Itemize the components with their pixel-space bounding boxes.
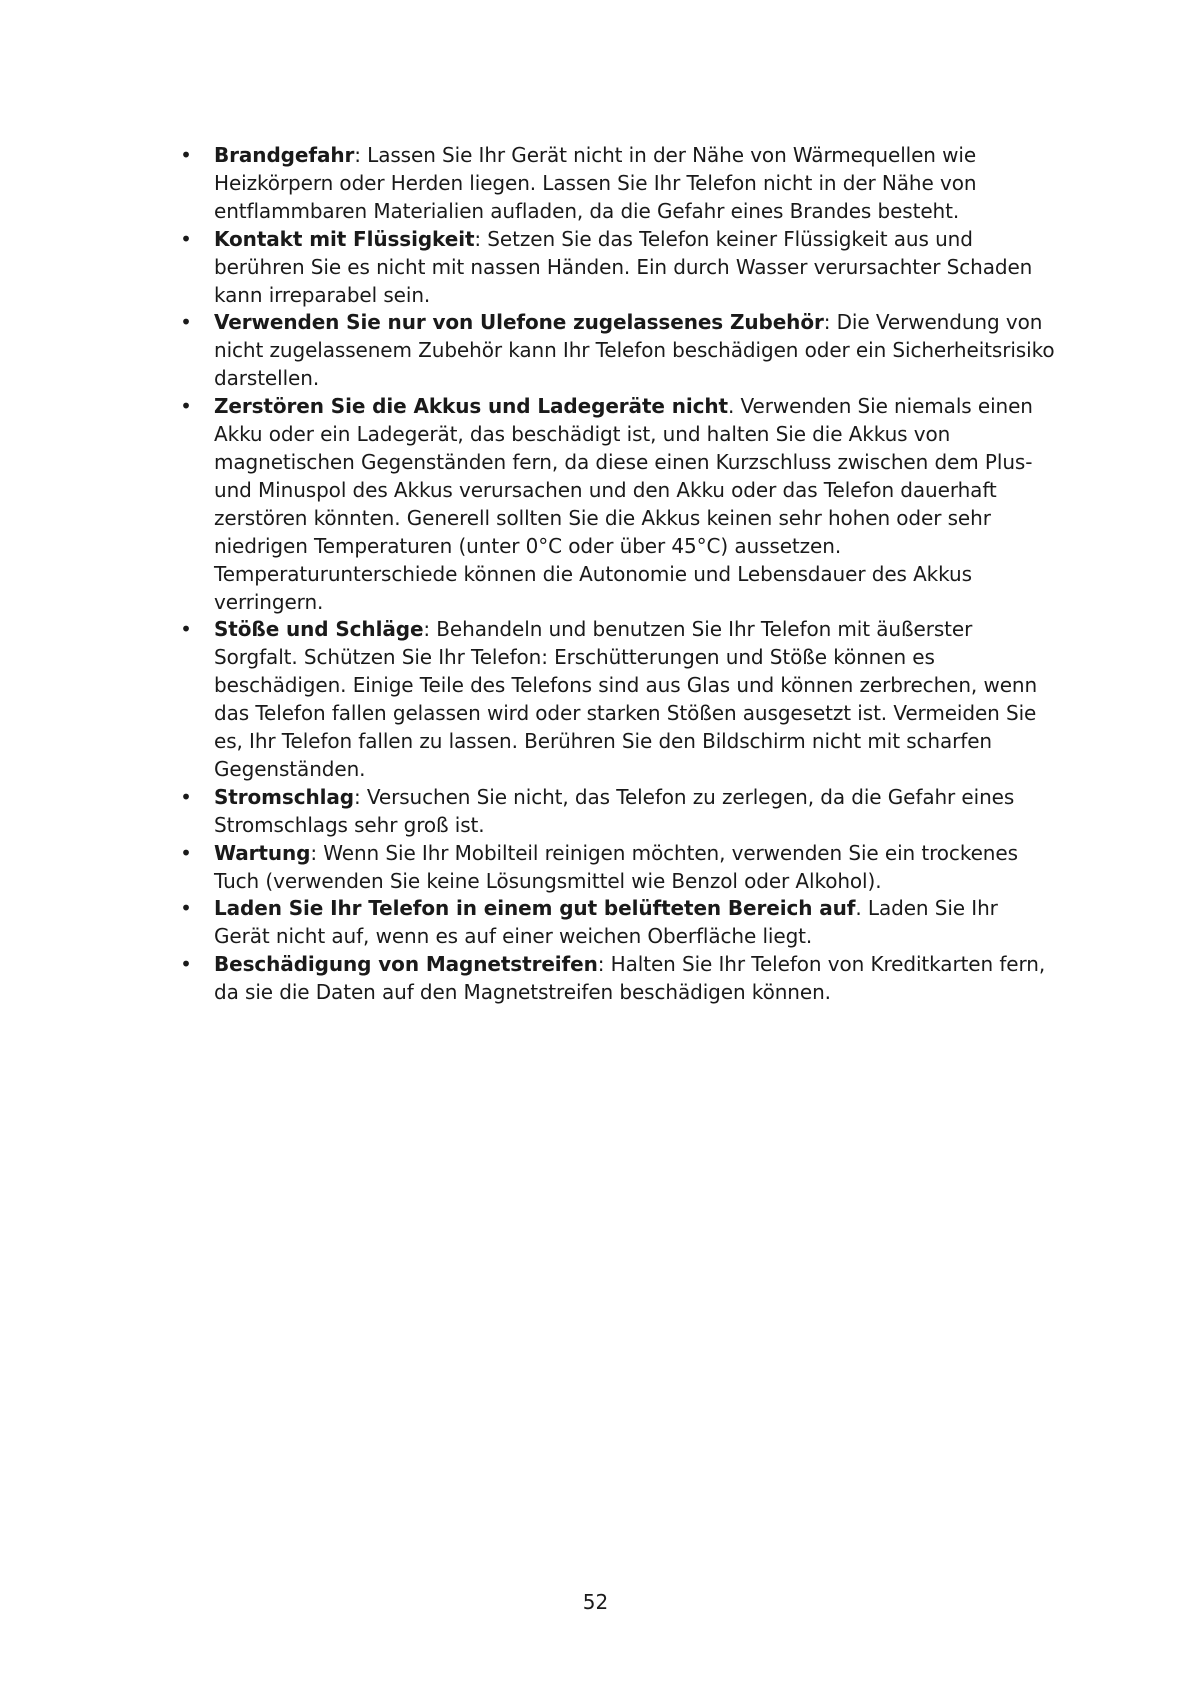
bullet-icon: •	[180, 617, 192, 642]
list-item	[178, 142, 1058, 226]
bullet-icon: •	[180, 143, 192, 167]
bullet-icon: •	[180, 896, 192, 921]
list-item-text: : Lassen Sie Ihr Gerät nicht in der Nähe von Wärmequellen wie Heizkörpern oder Herden liegen. Lassen Sie Ihr Telefon nicht in der Nähe von entflammbaren Materialien aufladen, da die Gefahr eines Brandes besteht.	[214, 143, 977, 223]
bullet-icon: •	[180, 310, 192, 335]
list-item	[178, 840, 1058, 896]
list-item-text: : Behandeln und benutzen Sie Ihr Telefon mit äußerster Sorgfalt. Schützen Sie Ihr Telefon: Erschütterungen und Stöße können es beschädigen. Einige Teile des Telefons sind aus Glas und können zerbrechen, wenn das Telefon fallen gelassen wird oder starken Stößen ausgesetzt ist. Vermeiden Sie es, Ihr Telefon fallen zu lassen. Berühren Sie den Bildschirm nicht mit scharfen Gegenständen.	[214, 617, 1038, 781]
page-number: 52	[582, 1590, 609, 1614]
bullet-icon: •	[180, 784, 192, 809]
list-item	[178, 784, 1058, 840]
list-item-title: Laden Sie Ihr Telefon in einem gut belüfteten Bereich auf	[214, 896, 856, 921]
list-item-title: Verwenden Sie nur von Ulefone zugelassenes Zubehör	[214, 310, 824, 335]
list-item-title: Stöße und Schläge	[214, 617, 424, 642]
list-item	[178, 309, 1058, 393]
list-item-text: . Laden Sie Ihr Gerät nicht auf, wenn es auf einer weichen Oberfläche liegt.	[214, 896, 998, 949]
list-item	[178, 951, 1058, 1007]
list-item	[178, 393, 1058, 616]
list-item-text: : Halten Sie Ihr Telefon von Kreditkarten fern, da sie die Daten auf den Magnetstreifen beschädigen können.	[214, 952, 1046, 1005]
bullet-icon: •	[180, 226, 192, 251]
bullet-icon: •	[180, 394, 192, 419]
list-item-title: Kontakt mit Flüssigkeit	[214, 226, 475, 251]
list-item	[178, 616, 1058, 783]
list-item-text: : Die Verwendung von nicht zugelassenem Zubehör kann Ihr Telefon beschädigen oder ein Sicherheitsrisiko darstellen.	[214, 310, 1055, 391]
bullet-icon: •	[180, 952, 192, 977]
list-item-title: Stromschlag	[214, 784, 354, 809]
bullet-icon: •	[180, 840, 192, 865]
safety-bullet-list	[178, 142, 1058, 1007]
list-item	[178, 226, 1058, 310]
list-item-text: : Wenn Sie Ihr Mobilteil reinigen möchten, verwenden Sie ein trockenes Tuch (verwenden Sie keine Lösungsmittel wie Benzol oder Alkohol).	[214, 840, 1018, 893]
list-item-title: Brandgefahr	[214, 143, 355, 167]
list-item	[178, 895, 1058, 951]
list-item-text: : Versuchen Sie nicht, das Telefon zu zerlegen, da die Gefahr eines Stromschlags sehr groß ist.	[214, 784, 1015, 837]
list-item-text: . Verwenden Sie niemals einen Akku oder ein Ladegerät, das beschädigt ist, und halten Sie die Akkus von magnetischen Gegenständen fern, da diese einen Kurzschluss zwischen dem Plus- und Minuspol des Akkus verursachen und den Akku oder das Telefon dauerhaft zerstören könnten. Generell sollten Sie die Akkus keinen sehr hohen oder sehr niedrigen Temperaturen (unter 0°C oder über 45°C) aussetzen. Temperaturunterschiede können die Autonomie und Lebensdauer des Akkus verringern.	[214, 394, 1033, 614]
list-item-title: Zerstören Sie die Akkus und Ladegeräte nicht	[214, 394, 728, 419]
list-item-title: Wartung	[214, 840, 311, 865]
list-item-text: : Setzen Sie das Telefon keiner Flüssigkeit aus und berühren Sie es nicht mit nassen Händen. Ein durch Wasser verursachter Schaden kann irreparabel sein.	[214, 226, 1033, 307]
list-item-title: Beschädigung von Magnetstreifen	[214, 952, 598, 977]
